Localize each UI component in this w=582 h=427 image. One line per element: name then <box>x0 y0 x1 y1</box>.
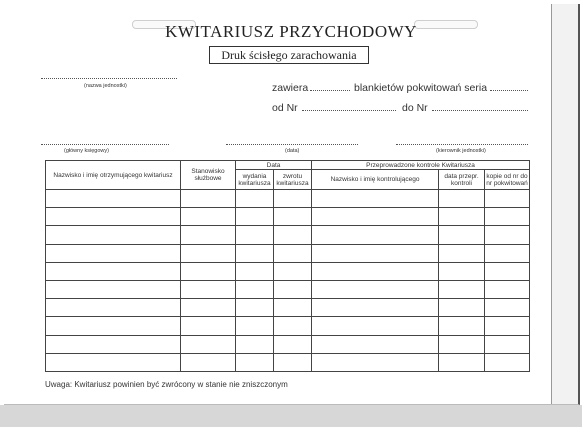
series-line <box>490 90 528 91</box>
table-cell[interactable] <box>312 353 439 371</box>
table-cell[interactable] <box>312 208 439 226</box>
table-cell[interactable] <box>439 244 485 262</box>
footer-note: Uwaga: Kwitariusz powinien być zwrócony w stanie nie zniszczonym <box>45 380 288 389</box>
table-cell[interactable] <box>274 317 312 335</box>
table-cell[interactable] <box>274 208 312 226</box>
table-row <box>46 262 530 280</box>
table-cell[interactable] <box>181 299 236 317</box>
table-cell[interactable] <box>236 335 274 353</box>
table-cell[interactable] <box>236 208 274 226</box>
table-cell[interactable] <box>46 244 181 262</box>
table-cell[interactable] <box>236 317 274 335</box>
table-cell[interactable] <box>181 335 236 353</box>
table-cell[interactable] <box>274 262 312 280</box>
table-row <box>46 244 530 262</box>
table-cell[interactable] <box>236 190 274 208</box>
table-row <box>46 299 530 317</box>
table-cell[interactable] <box>485 317 530 335</box>
table-cell[interactable] <box>236 244 274 262</box>
table-cell[interactable] <box>181 244 236 262</box>
table-cell[interactable] <box>181 190 236 208</box>
table-cell[interactable] <box>46 226 181 244</box>
table-cell[interactable] <box>274 190 312 208</box>
table-cell[interactable] <box>46 208 181 226</box>
contains-prefix: zawiera <box>272 82 309 94</box>
table-cell[interactable] <box>312 335 439 353</box>
table-cell[interactable] <box>312 317 439 335</box>
table-cell[interactable] <box>46 190 181 208</box>
table-cell[interactable] <box>312 244 439 262</box>
table-cell[interactable] <box>439 317 485 335</box>
table-cell[interactable] <box>312 190 439 208</box>
to-label: do Nr <box>402 102 428 114</box>
table-cell[interactable] <box>485 280 530 298</box>
header-return-date: zwrotu kwitariusza <box>274 170 312 190</box>
table-row <box>46 353 530 371</box>
table-cell[interactable] <box>485 190 530 208</box>
table-cell[interactable] <box>312 226 439 244</box>
table-cell[interactable] <box>439 299 485 317</box>
form-subtitle: Druk ścisłego zarachowania <box>209 46 369 64</box>
table-cell[interactable] <box>312 262 439 280</box>
table-cell[interactable] <box>46 335 181 353</box>
table-cell[interactable] <box>485 226 530 244</box>
table-cell[interactable] <box>312 280 439 298</box>
page-stack-edge <box>551 4 578 405</box>
table-cell[interactable] <box>181 317 236 335</box>
from-label: od Nr <box>272 102 298 114</box>
header-recipient-name: Nazwisko i imię otrzymującego kwitariusz <box>46 161 181 190</box>
table-cell[interactable] <box>274 335 312 353</box>
table-cell[interactable] <box>181 226 236 244</box>
table-row <box>46 335 530 353</box>
unit-name-label: (nazwa jednostki) <box>84 83 127 89</box>
table-row <box>46 190 530 208</box>
table-cell[interactable] <box>181 262 236 280</box>
table-cell[interactable] <box>46 280 181 298</box>
ledger-body <box>46 190 530 372</box>
table-cell[interactable] <box>46 299 181 317</box>
table-cell[interactable] <box>46 353 181 371</box>
table-row <box>46 226 530 244</box>
table-cell[interactable] <box>274 280 312 298</box>
unit-name-line <box>41 78 177 79</box>
header-controller-name: Nazwisko i imię kontrolującego <box>312 170 439 190</box>
table-row <box>46 280 530 298</box>
table-row <box>46 208 530 226</box>
chief-accountant-line <box>41 144 169 145</box>
table-cell[interactable] <box>485 262 530 280</box>
ledger-table <box>45 160 530 372</box>
table-cell[interactable] <box>236 262 274 280</box>
table-cell[interactable] <box>439 353 485 371</box>
header-position: Stanowisko służbowe <box>181 161 236 190</box>
form-title: KWITARIUSZ PRZYCHODOWY <box>165 22 417 41</box>
contains-count-line <box>310 90 350 91</box>
table-cell[interactable] <box>485 208 530 226</box>
table-cell[interactable] <box>439 280 485 298</box>
table-row <box>46 317 530 335</box>
contains-suffix: blankietów pokwitowań seria <box>354 82 488 94</box>
unit-head-label: (kierownik jednostki) <box>436 148 486 154</box>
chief-accountant-label: (główny księgowy) <box>64 148 109 154</box>
to-number-line <box>432 110 528 111</box>
header-receipt-range: kopie od nr do nr pokwitowań <box>485 170 530 190</box>
table-cell[interactable] <box>46 262 181 280</box>
table-cell[interactable] <box>485 299 530 317</box>
unit-head-line <box>396 144 528 145</box>
table-cell[interactable] <box>236 299 274 317</box>
table-cell[interactable] <box>274 353 312 371</box>
table-cell[interactable] <box>236 280 274 298</box>
table-cell[interactable] <box>439 226 485 244</box>
table-cell[interactable] <box>439 335 485 353</box>
table-cell[interactable] <box>439 208 485 226</box>
table-cell[interactable] <box>181 280 236 298</box>
table-cell[interactable] <box>181 208 236 226</box>
form-sheet <box>4 4 580 405</box>
table-cell[interactable] <box>181 353 236 371</box>
table-cell[interactable] <box>236 226 274 244</box>
date-line <box>226 144 358 145</box>
table-cell[interactable] <box>439 190 485 208</box>
table-cell[interactable] <box>312 299 439 317</box>
table-cell[interactable] <box>485 244 530 262</box>
table-cell[interactable] <box>236 353 274 371</box>
from-number-line <box>302 110 396 111</box>
table-cell[interactable] <box>439 262 485 280</box>
header-issue-date: wydania kwitariusza <box>236 170 274 190</box>
table-cell[interactable] <box>485 353 530 371</box>
header-control-date: data przepr. kontroli <box>439 170 485 190</box>
page-bottom-edge <box>0 405 582 427</box>
date-label: (data) <box>285 148 300 154</box>
table-cell[interactable] <box>46 317 181 335</box>
header-date-group: Data <box>236 161 312 170</box>
table-cell[interactable] <box>274 244 312 262</box>
table-cell[interactable] <box>485 335 530 353</box>
table-cell[interactable] <box>274 226 312 244</box>
table-cell[interactable] <box>274 299 312 317</box>
header-control-group: Przeprowadzone kontrole Kwitariusza <box>312 161 530 170</box>
